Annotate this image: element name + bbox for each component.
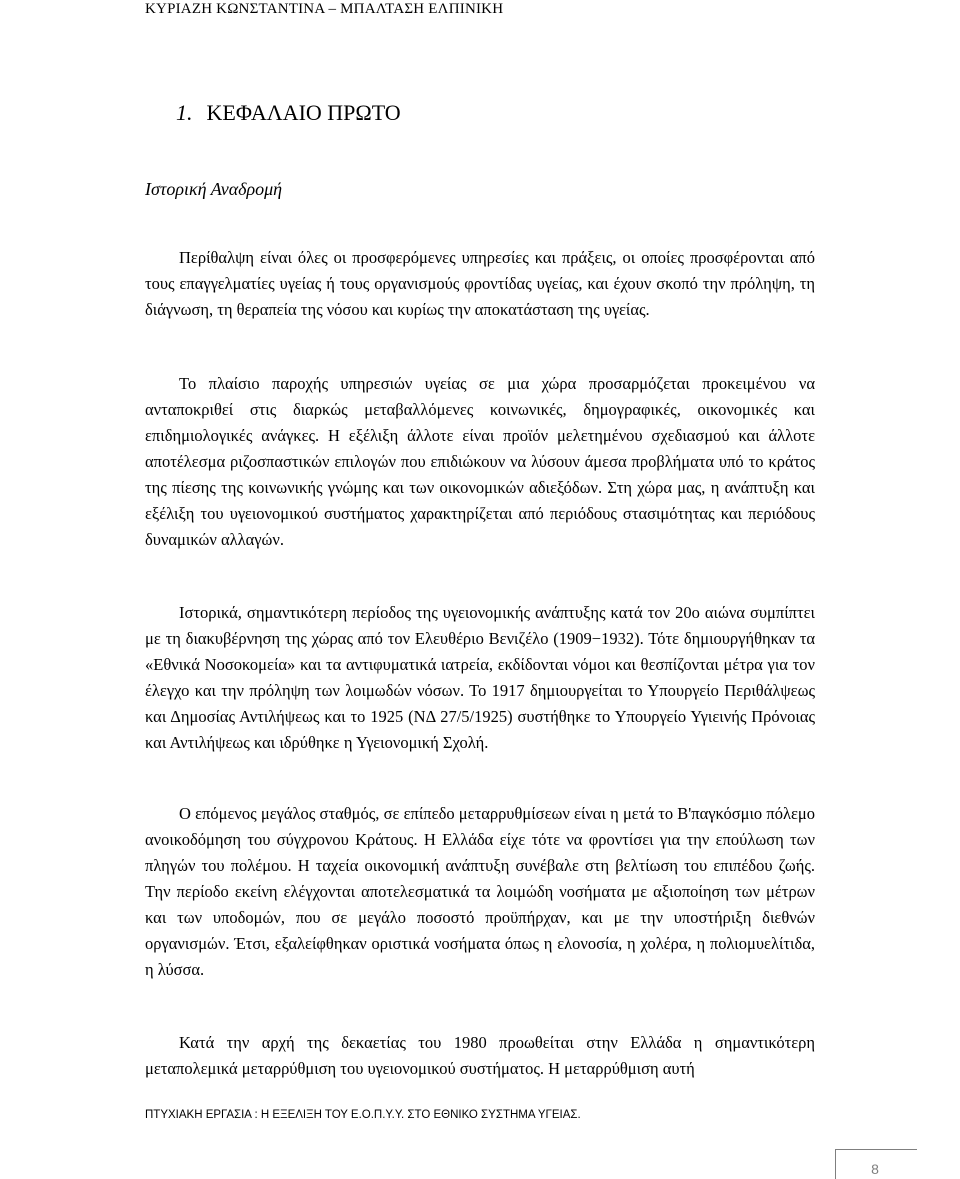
chapter-title: ΚΕΦΑΛΑΙΟ ΠΡΩΤΟ	[206, 100, 401, 125]
running-footer: ΠΤΥΧΙΑΚΗ ΕΡΓΑΣΙΑ : Η ΕΞΕΛΙΞΗ ΤΟΥ Ε.Ο.Π.Υ.Υ. ΣΤΟ ΕΘΝΙΚΟ ΣΥΣΤΗΜΑ ΥΓΕΙΑΣ.	[145, 1109, 581, 1121]
paragraph-1980s-reform	[145, 1030, 815, 1082]
paragraph-text: Περίθαλψη είναι όλες οι προσφερόμενες υπηρεσίες και πράξεις, οι οποίες προσφέρονται από τους επαγγελματίες υγείας ή τους οργανισμούς φροντίδας υγείας, και έχουν σκοπό την πρόληψη, τη διάγνωση, τη θεραπεία της νόσου και κυρίως την αποκατάσταση της υγείας.	[145, 248, 815, 319]
paragraph-text: Κατά την αρχή της δεκαετίας του 1980 προωθείται στην Ελλάδα η σημαντικότερη μεταπολεμικά μεταρρύθμιση του υγειονομικού συστήματος. Η μεταρρύθμιση αυτή	[145, 1033, 815, 1078]
section-title: Ιστορική Αναδρομή	[145, 179, 283, 199]
paragraph-text: Ο επόμενος μεγάλος σταθμός, σε επίπεδο μεταρρυθμίσεων είναι η μετά το Β'παγκόσμιο πόλεμο ανοικοδόμηση του σύγχρονου Κράτους. Η Ελλάδα είχε τότε να φροντίσει για την επούλωση των πληγών του πολέμου. Η ταχεία οικονομική ανάπτυξη συνέβαλε στη βελτίωση του επιπέδου ζωής. Την περίοδο εκείνη ελέγχονται αποτελεσματικά τα λοιμώδη νοσήματα με αξιοποίηση των μέτρων και των υποδομών, που σε μεγάλο ποσοστό προϋπήρχαν, και με την υποστήριξη διεθνών οργανισμών. Έτσι, εξαλείφθηκαν οριστικά νοσήματα όπως η ελονοσία, η χολέρα, η πολιομυελίτιδα, η λύσσα.	[145, 804, 815, 979]
paragraph-text: Το πλαίσιο παροχής υπηρεσιών υγείας σε μια χώρα προσαρμόζεται προκειμένου να ανταποκριθεί στις διαρκώς μεταβαλλόμενες κοινωνικές, δημογραφικές, οικονομικές και επιδημιολογικές ανάγκες. Η εξέλιξη άλλοτε είναι προϊόν μελετημένου σχεδιασμού και άλλοτε αποτέλεσμα ριζοσπαστικών επιλογών που επιδιώκουν να λύσουν άμεσα προβλήματα υπό το κράτος της πίεσης της κοινωνικής γνώμης και των οικονομικών αδιεξόδων. Στη χώρα μας, η ανάπτυξη και εξέλιξη του υγειονομικού συστήματος χαρακτηρίζεται από περιόδους στασιμότητας και περιόδους δυναμικών αλλαγών.	[145, 374, 815, 549]
paragraph-health-services-framework	[145, 371, 815, 553]
paragraph-definition	[145, 245, 815, 323]
page-number-box	[835, 1149, 917, 1179]
paragraph-historical-period	[145, 600, 815, 756]
paragraph-text: Ιστορικά, σημαντικότερη περίοδος της υγειονομικής ανάπτυξης κατά τον 20ο αιώνα συμπίπτει με τη διακυβέρνηση της χώρας από τον Ελευθέριο Βενιζέλο (1909−1932). Τότε δημιουργήθηκαν τα «Εθνικά Νοσοκομεία» και τα αντιφυματικά ιατρεία, εκδίδονται νόμοι και θεσπίζονται μέτρα για τον έλεγχο και την πρόληψη των λοιμωδών νόσων. Το 1917 δημιουργείται το Υπουργείο Περιθάλψεως και Δημοσίας Αντιλήψεως και το 1925 (ΝΔ 27/5/1925) συστήθηκε το Υπουργείο Υγιεινής Πρόνοιας και Αντιλήψεως και ιδρύθηκε η Υγειονομική Σχολή.	[145, 603, 815, 752]
chapter-heading	[176, 98, 401, 128]
chapter-number: 1.	[176, 100, 193, 125]
running-header: ΚΥΡΙΑΖΗ ΚΩΝΣΤΑΝΤΙΝΑ – ΜΠΑΛΤΑΣΗ ΕΛΠΙΝΙΚΗ	[145, 1, 504, 17]
paragraph-postwar-reconstruction	[145, 801, 815, 983]
page-number: 8	[871, 1161, 879, 1177]
